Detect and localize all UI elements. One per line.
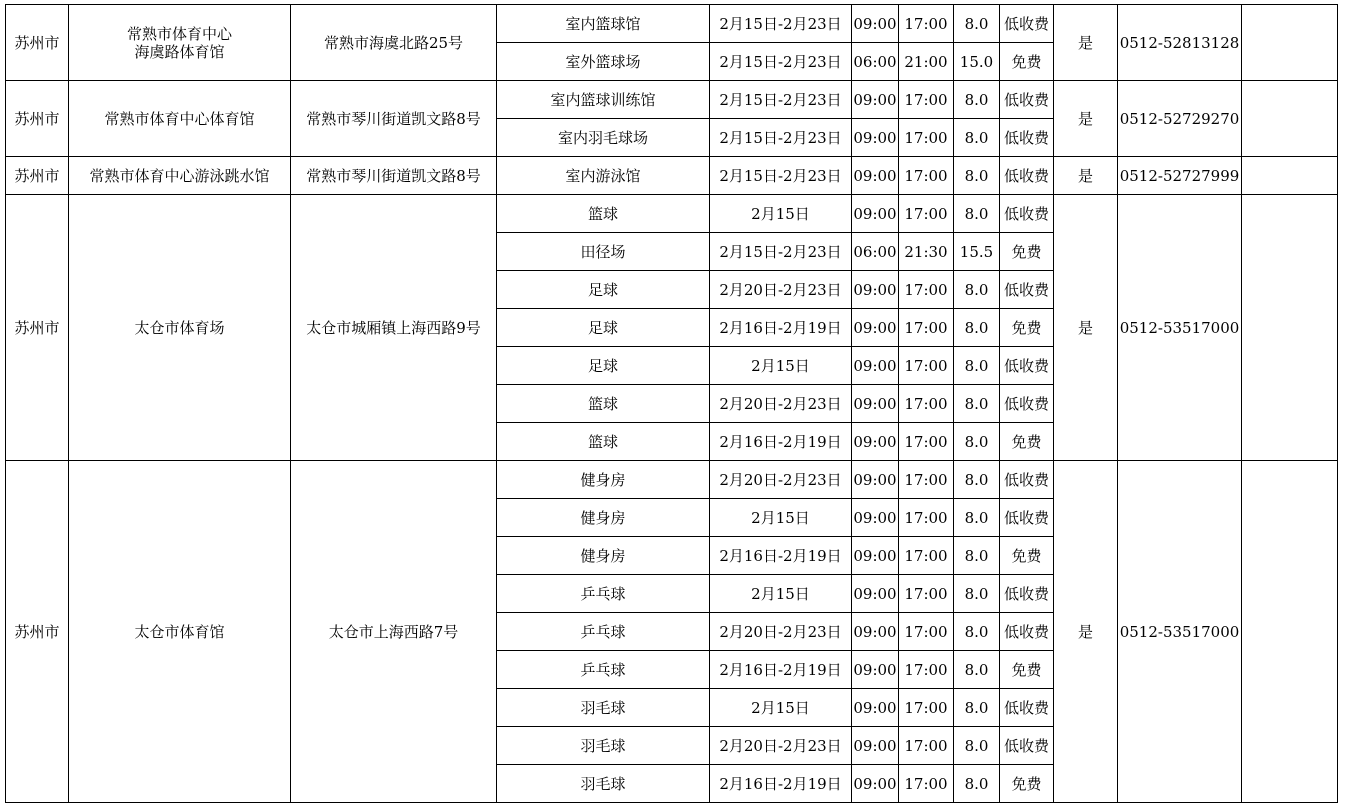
phone-cell: 0512-52727999 [1118,157,1242,195]
start-time-cell: 06:00 [852,233,899,271]
hours-cell: 8.0 [954,423,1000,461]
hours-cell: 8.0 [954,727,1000,765]
end-time-cell: 17:00 [899,81,954,119]
address-cell: 常熟市琴川街道凯文路8号 [291,157,497,195]
facility-cell: 室内游泳馆 [497,157,710,195]
dates-cell: 2月15日 [710,575,852,613]
end-time-cell: 17:00 [899,727,954,765]
dates-cell: 2月16日-2月19日 [710,651,852,689]
fee-cell: 低收费 [1000,499,1054,537]
fee-cell: 低收费 [1000,271,1054,309]
end-time-cell: 17:00 [899,271,954,309]
facility-cell: 乒乓球 [497,613,710,651]
facility-cell: 足球 [497,347,710,385]
venue-cell [69,157,291,195]
start-time-cell: 09:00 [852,5,899,43]
start-time-cell: 09:00 [852,119,899,157]
start-time-cell: 09:00 [852,347,899,385]
start-time-cell: 09:00 [852,651,899,689]
note-cell [1242,81,1338,157]
start-time-cell: 09:00 [852,461,899,499]
hours-cell: 15.0 [954,43,1000,81]
facility-cell: 健身房 [497,461,710,499]
fee-cell: 低收费 [1000,575,1054,613]
fee-cell: 低收费 [1000,157,1054,195]
facility-cell: 篮球 [497,423,710,461]
fee-cell: 低收费 [1000,81,1054,119]
hours-cell: 8.0 [954,119,1000,157]
phone-cell: 0512-52729270 [1118,81,1242,157]
dates-cell: 2月15日 [710,195,852,233]
end-time-cell: 17:00 [899,613,954,651]
dates-cell: 2月15日 [710,689,852,727]
start-time-cell: 09:00 [852,385,899,423]
table-body [6,5,1338,803]
table-row [6,461,1338,499]
dates-cell: 2月20日-2月23日 [710,461,852,499]
address-cell: 太仓市上海西路7号 [291,461,497,803]
facility-cell: 足球 [497,309,710,347]
venue-name-line: 常熟市体育中心 [126,24,232,43]
fee-cell: 低收费 [1000,5,1054,43]
venue-name-line: 常熟市体育中心体育馆 [104,109,255,128]
open-status-cell: 是 [1054,157,1118,195]
hours-cell: 15.5 [954,233,1000,271]
dates-cell: 2月16日-2月19日 [710,765,852,803]
hours-cell: 8.0 [954,537,1000,575]
dates-cell: 2月15日 [710,347,852,385]
table-row [6,5,1338,43]
dates-cell: 2月15日-2月23日 [710,43,852,81]
phone-cell: 0512-52813128 [1118,5,1242,81]
city-cell: 苏州市 [6,195,69,461]
hours-cell: 8.0 [954,575,1000,613]
note-cell [1242,157,1338,195]
fee-cell: 低收费 [1000,119,1054,157]
phone-cell: 0512-53517000 [1118,461,1242,803]
dates-cell: 2月15日-2月23日 [710,233,852,271]
facility-cell: 室内篮球馆 [497,5,710,43]
facility-cell: 羽毛球 [497,765,710,803]
start-time-cell: 09:00 [852,613,899,651]
end-time-cell: 17:00 [899,423,954,461]
start-time-cell: 09:00 [852,689,899,727]
facility-cell: 室外篮球场 [497,43,710,81]
hours-cell: 8.0 [954,271,1000,309]
venue-name-line: 海虞路体育馆 [134,42,225,61]
fee-cell: 免费 [1000,765,1054,803]
end-time-cell: 17:00 [899,347,954,385]
fee-cell: 低收费 [1000,727,1054,765]
fee-cell: 低收费 [1000,385,1054,423]
fee-cell: 低收费 [1000,613,1054,651]
facility-cell: 乒乓球 [497,575,710,613]
end-time-cell: 17:00 [899,765,954,803]
end-time-cell: 17:00 [899,385,954,423]
dates-cell: 2月20日-2月23日 [710,727,852,765]
facility-cell: 室内篮球训练馆 [497,81,710,119]
table-row [6,195,1338,233]
note-cell [1242,195,1338,461]
facility-cell: 乒乓球 [497,651,710,689]
end-time-cell: 17:00 [899,119,954,157]
end-time-cell: 17:00 [899,575,954,613]
start-time-cell: 09:00 [852,195,899,233]
open-status-cell: 是 [1054,195,1118,461]
start-time-cell: 09:00 [852,423,899,461]
hours-cell: 8.0 [954,689,1000,727]
hours-cell: 8.0 [954,651,1000,689]
dates-cell: 2月15日-2月23日 [710,81,852,119]
venue-table [5,4,1338,803]
venue-cell [69,5,291,81]
start-time-cell: 09:00 [852,765,899,803]
end-time-cell: 17:00 [899,5,954,43]
venue-name-line: 太仓市体育馆 [134,622,225,641]
end-time-cell: 17:00 [899,651,954,689]
hours-cell: 8.0 [954,157,1000,195]
venue-cell [69,195,291,461]
city-cell: 苏州市 [6,157,69,195]
fee-cell: 免费 [1000,309,1054,347]
start-time-cell: 09:00 [852,157,899,195]
note-cell [1242,461,1338,803]
table-row [6,157,1338,195]
city-cell: 苏州市 [6,81,69,157]
hours-cell: 8.0 [954,765,1000,803]
end-time-cell: 17:00 [899,309,954,347]
note-cell [1242,5,1338,81]
venue-cell [69,81,291,157]
fee-cell: 低收费 [1000,347,1054,385]
end-time-cell: 17:00 [899,157,954,195]
city-cell: 苏州市 [6,5,69,81]
dates-cell: 2月15日-2月23日 [710,157,852,195]
dates-cell: 2月16日-2月19日 [710,537,852,575]
start-time-cell: 09:00 [852,309,899,347]
venue-name-line: 太仓市体育场 [134,318,225,337]
hours-cell: 8.0 [954,461,1000,499]
open-status-cell: 是 [1054,81,1118,157]
dates-cell: 2月16日-2月19日 [710,423,852,461]
dates-cell: 2月20日-2月23日 [710,385,852,423]
end-time-cell: 17:00 [899,195,954,233]
address-cell: 太仓市城厢镇上海西路9号 [291,195,497,461]
fee-cell: 低收费 [1000,689,1054,727]
hours-cell: 8.0 [954,613,1000,651]
dates-cell: 2月15日-2月23日 [710,5,852,43]
facility-cell: 健身房 [497,499,710,537]
facility-cell: 室内羽毛球场 [497,119,710,157]
start-time-cell: 09:00 [852,575,899,613]
dates-cell: 2月20日-2月23日 [710,271,852,309]
hours-cell: 8.0 [954,195,1000,233]
phone-cell: 0512-53517000 [1118,195,1242,461]
end-time-cell: 17:00 [899,689,954,727]
end-time-cell: 17:00 [899,461,954,499]
fee-cell: 低收费 [1000,195,1054,233]
open-status-cell: 是 [1054,461,1118,803]
fee-cell: 免费 [1000,651,1054,689]
start-time-cell: 06:00 [852,43,899,81]
facility-cell: 健身房 [497,537,710,575]
fee-cell: 免费 [1000,43,1054,81]
fee-cell: 免费 [1000,537,1054,575]
facility-cell: 足球 [497,271,710,309]
start-time-cell: 09:00 [852,81,899,119]
hours-cell: 8.0 [954,5,1000,43]
end-time-cell: 17:00 [899,537,954,575]
start-time-cell: 09:00 [852,271,899,309]
dates-cell: 2月15日 [710,499,852,537]
fee-cell: 免费 [1000,423,1054,461]
dates-cell: 2月16日-2月19日 [710,309,852,347]
hours-cell: 8.0 [954,309,1000,347]
facility-cell: 篮球 [497,385,710,423]
end-time-cell: 21:30 [899,233,954,271]
facility-cell: 篮球 [497,195,710,233]
open-status-cell: 是 [1054,5,1118,81]
hours-cell: 8.0 [954,81,1000,119]
hours-cell: 8.0 [954,347,1000,385]
start-time-cell: 09:00 [852,727,899,765]
hours-cell: 8.0 [954,499,1000,537]
facility-cell: 田径场 [497,233,710,271]
dates-cell: 2月15日-2月23日 [710,119,852,157]
facility-cell: 羽毛球 [497,727,710,765]
start-time-cell: 09:00 [852,537,899,575]
facility-cell: 羽毛球 [497,689,710,727]
address-cell: 常熟市琴川街道凯文路8号 [291,81,497,157]
end-time-cell: 17:00 [899,499,954,537]
venue-cell [69,461,291,803]
hours-cell: 8.0 [954,385,1000,423]
fee-cell: 免费 [1000,233,1054,271]
table-row [6,81,1338,119]
dates-cell: 2月20日-2月23日 [710,613,852,651]
end-time-cell: 21:00 [899,43,954,81]
fee-cell: 低收费 [1000,461,1054,499]
start-time-cell: 09:00 [852,499,899,537]
address-cell: 常熟市海虞北路25号 [291,5,497,81]
city-cell: 苏州市 [6,461,69,803]
venue-name-line: 常熟市体育中心游泳跳水馆 [89,166,270,185]
